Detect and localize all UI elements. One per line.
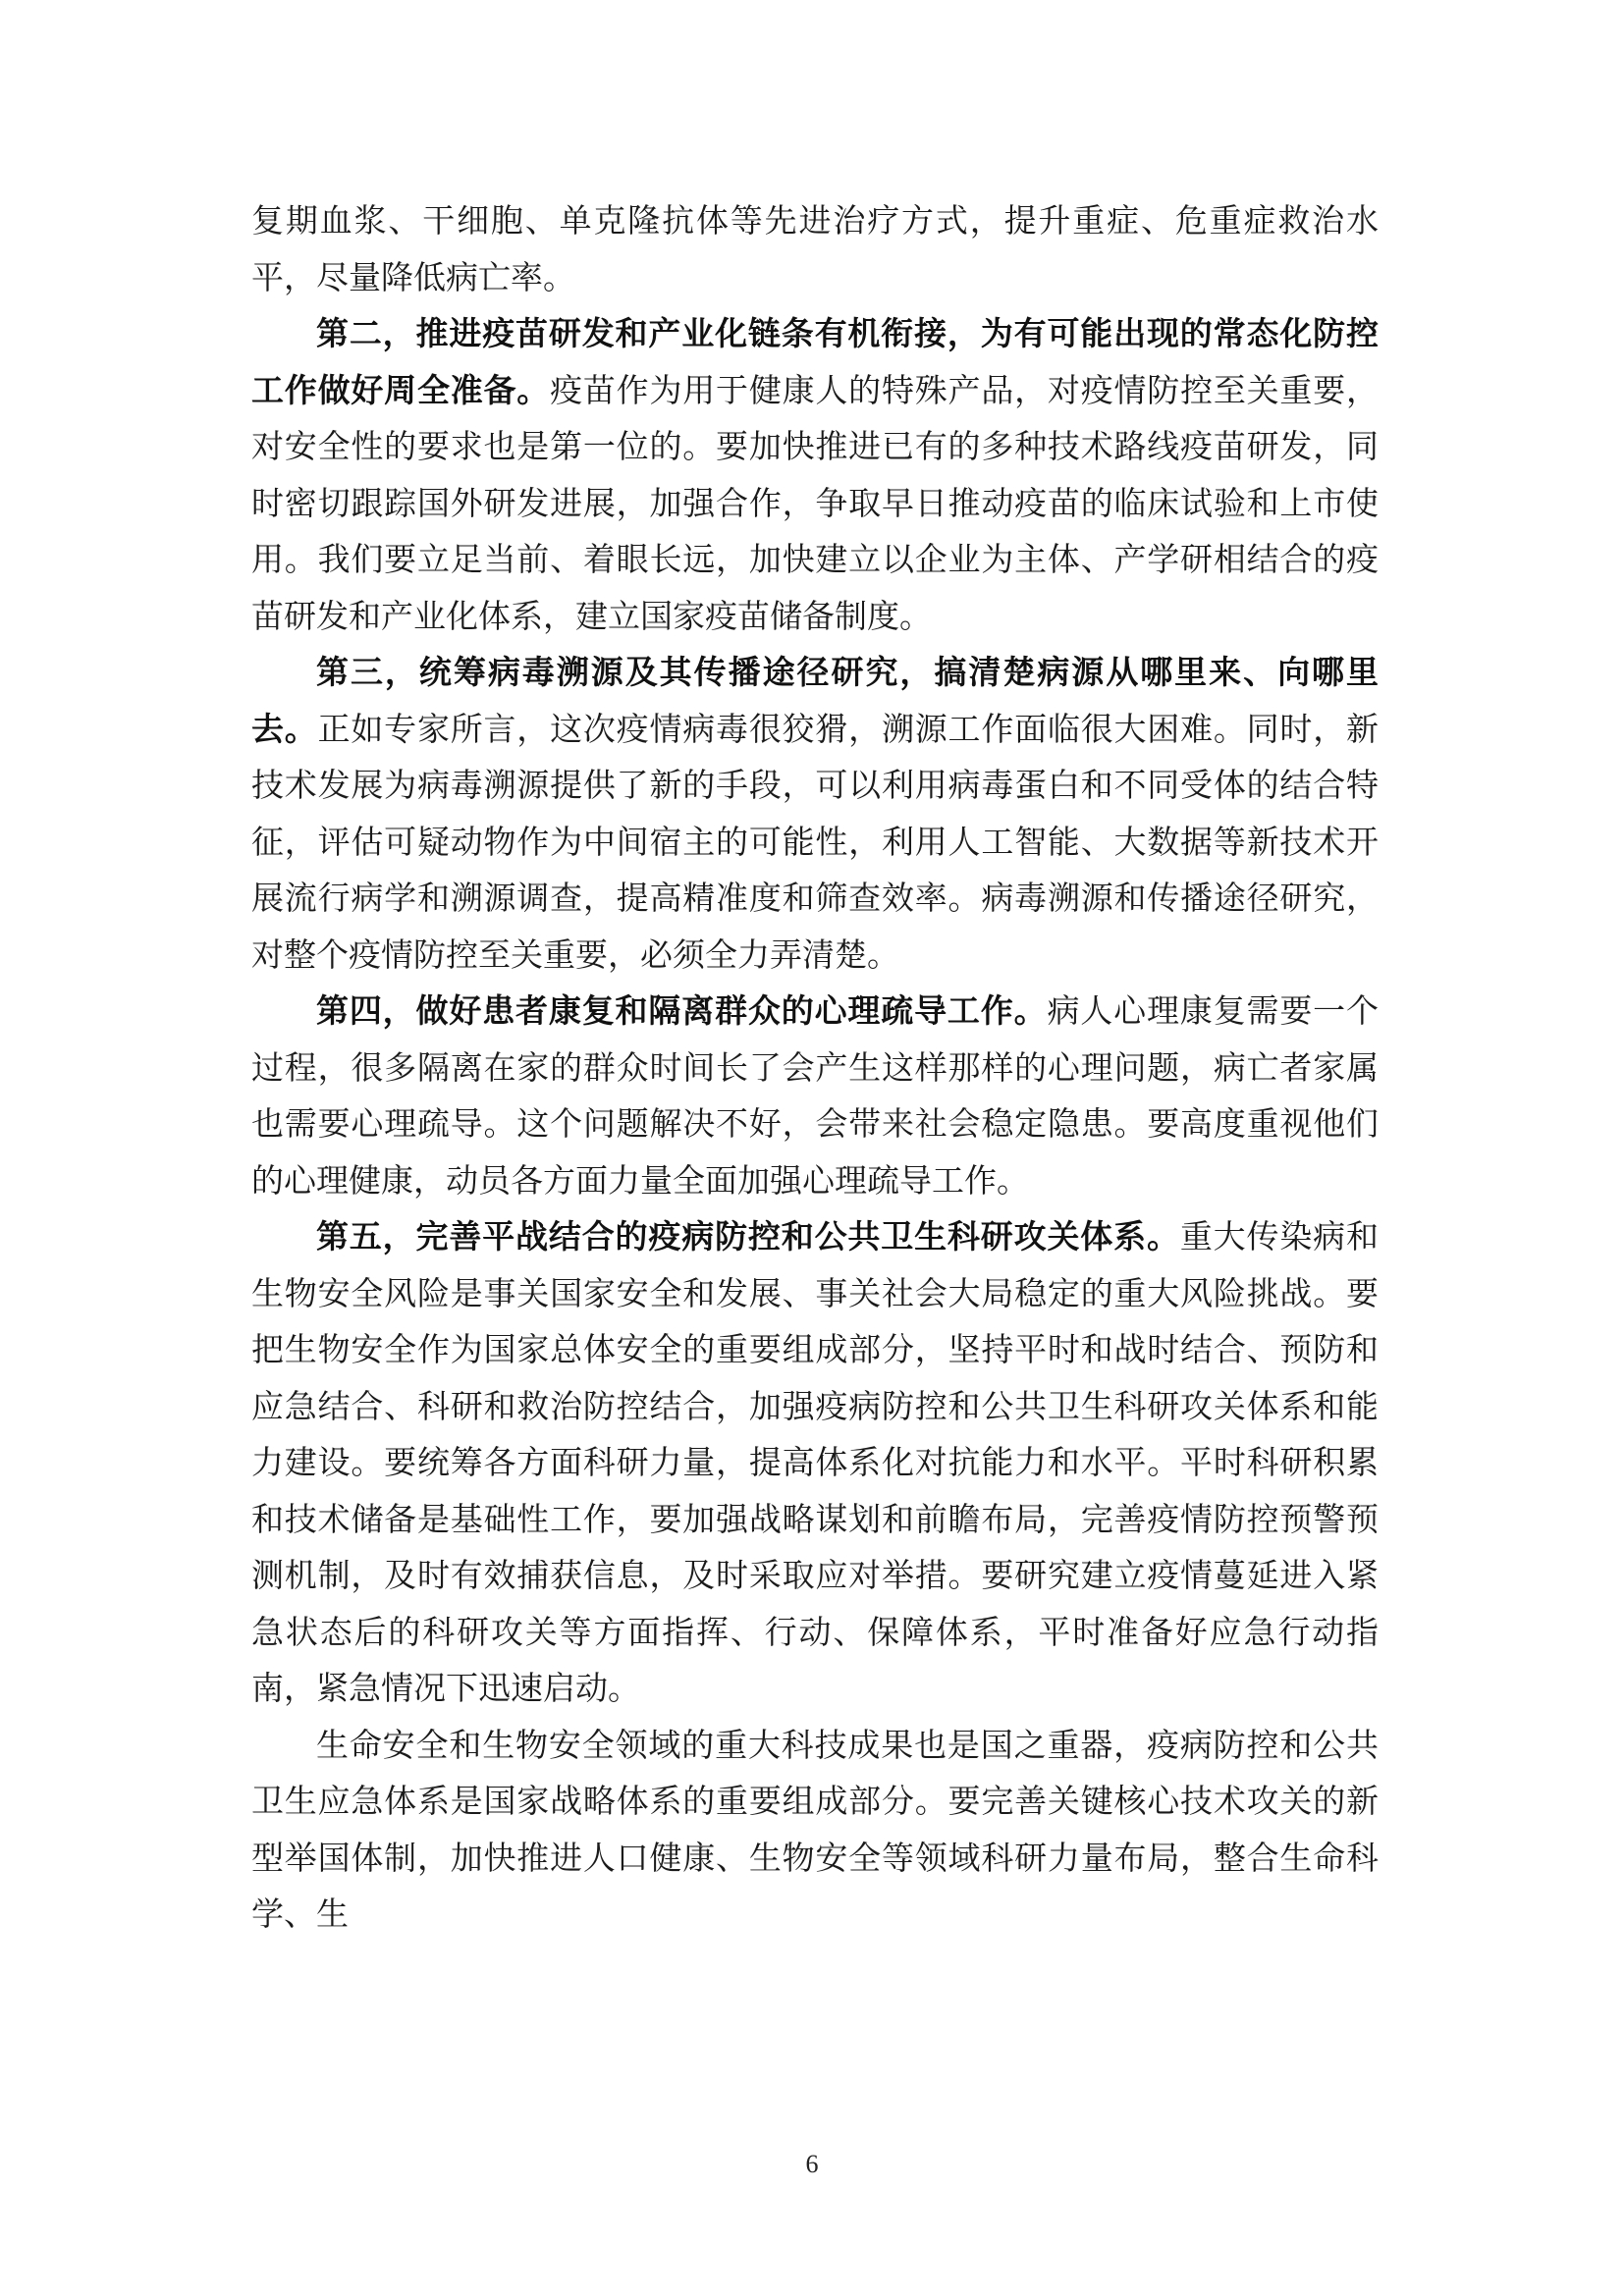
paragraph-second-point (251, 305, 1379, 644)
paragraph-heading: 第五，完善平战结合的疫病防控和公共卫生科研攻关体系。 (316, 1217, 1180, 1255)
paragraph-heading: 第四，做好患者康复和隔离群众的心理疏导工作。 (316, 991, 1048, 1030)
paragraph-closing (251, 1717, 1379, 1943)
paragraph-text: 重大传染病和生物安全风险是事关国家安全和发展、事关社会大局稳定的重大风险挑战。要把生物安全作为国家总体安全的重要组成部分，坚持平时和战时结合、预防和应急结合、科研和救治防控结合，加强疫病防控和公共卫生科研攻关体系和能力建设。要统筹各方面科研力量，提高体系化对抗能力和水平。平时科研积累和技术储备是基础性工作，要加强战略谋划和前瞻布局，完善疫情防控预警预测机制，及时有效捕获信息，及时采取应对举措。要研究建立疫情蔓延进入紧急状态后的科研攻关等方面指挥、行动、保障体系，平时准备好应急行动指南，紧急情况下迅速启动。 (251, 1217, 1380, 1707)
paragraph-text: 疫苗作为用于健康人的特殊产品，对疫情防控至关重要，对安全性的要求也是第一位的。要加快推进已有的多种技术路线疫苗研发，同时密切跟踪国外研发进展，加强合作，争取早日推动疫苗的临床试验和上市使用。我们要立足当前、着眼长远，加快建立以企业为主体、产学研相结合的疫苗研发和产业化体系，建立国家疫苗储备制度。 (251, 370, 1380, 635)
page-number: 6 (805, 2150, 819, 2178)
paragraph-fourth-point (251, 983, 1379, 1208)
paragraph-heading: 第三，统筹病毒溯源及其传播途径研究，搞清楚病源从哪里来、向哪里去。 (251, 653, 1379, 748)
paragraph-fifth-point (251, 1208, 1379, 1717)
document-body (251, 192, 1379, 1943)
paragraph-text: 生命安全和生物安全领域的重大科技成果也是国之重器，疫病防控和公共卫生应急体系是国家战略体系的重要组成部分。要完善关键核心技术攻关的新型举国体制，加快推进人口健康、生物安全等领域科研力量布局，整合生命科学、生 (251, 1725, 1379, 1933)
paragraph-text: 病人心理康复需要一个过程，很多隔离在家的群众时间长了会产生这样那样的心理问题，病亡者家属也需要心理疏导。这个问题解决不好，会带来社会稳定隐患。要高度重视他们的心理健康，动员各方面力量全面加强心理疏导工作。 (251, 991, 1380, 1200)
paragraph-continued (251, 192, 1379, 305)
paragraph-text: 正如专家所言，这次疫情病毒很狡猾，溯源工作面临很大困难。同时，新技术发展为病毒溯源提供了新的手段，可以利用病毒蛋白和不同受体的结合特征，评估可疑动物作为中间宿主的可能性，利用人工智能、大数据等新技术开展流行病学和溯源调查，提高精准度和筛查效率。病毒溯源和传播途径研究，对整个疫情防控至关重要，必须全力弄清楚。 (251, 709, 1380, 974)
paragraph-heading: 第二，推进疫苗研发和产业化链条有机衔接，为有可能出现的常态化防控工作做好周全准备。 (251, 314, 1379, 409)
paragraph-text: 复期血浆、干细胞、单克隆抗体等先进治疗方式，提升重症、危重症救治水平，尽量降低病亡率。 (251, 201, 1379, 296)
paragraph-third-point (251, 644, 1379, 983)
